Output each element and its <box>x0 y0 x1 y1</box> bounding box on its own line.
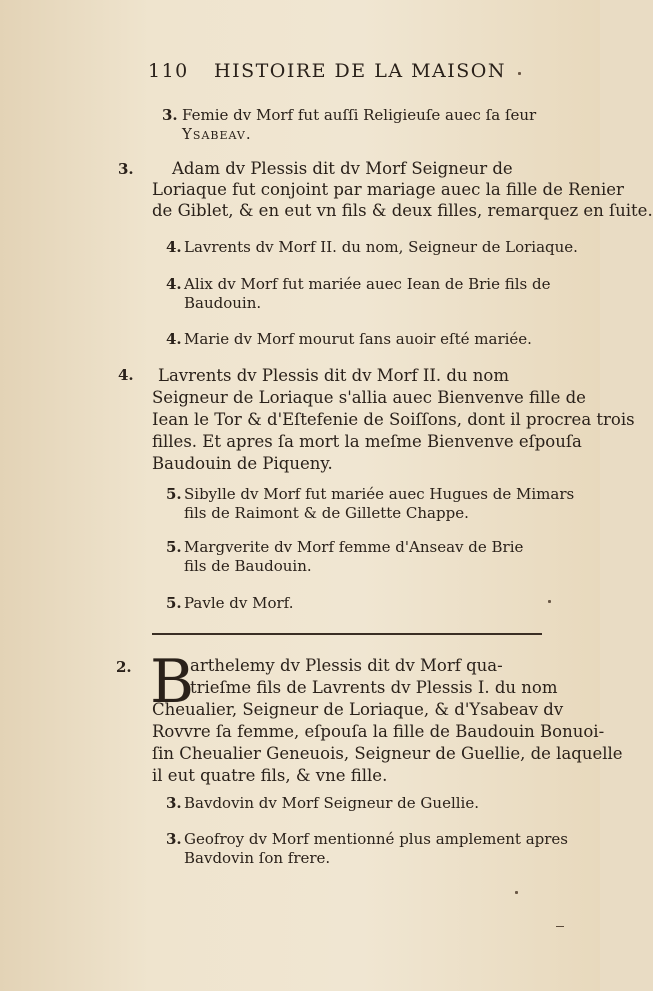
entry-adam-line3: de Giblet, & en eut vn fils & deux filles, remarquez en ſuite. <box>152 201 653 220</box>
entry-laurents-line2: Seigneur de Loriaque s'allia auec Bienvenve fille de <box>152 388 586 407</box>
entry-number: 4. <box>166 330 182 348</box>
entry-laurents-line5: Baudouin de Piqueny. <box>152 454 333 473</box>
page-number: 110 <box>148 60 189 82</box>
ink-speck <box>556 926 564 927</box>
entry-geofroy-line1: Geofroy dv Morf mentionné plus amplement apres <box>184 830 569 848</box>
entry-sibylle-line1: Sibylle dv Morf fut mariée auec Hugues de Mimars <box>184 485 575 503</box>
entry-femie-line1: Femie dv Morf fut auſſi Religieuſe auec ſa ſeur <box>182 106 537 124</box>
entry-barthelemy-line3: Cheualier, Seigneur de Loriaque, & d'Ysabeav dv <box>152 700 564 719</box>
entry-number: 5. <box>166 485 182 503</box>
entry-barthelemy-line5: ſin Cheualier Geneuois, Seigneur de Guellie, de laquelle <box>152 744 623 763</box>
entry-alix-line1: Alix dv Morf fut mariée auec Iean de Brie fils de <box>184 275 551 293</box>
entry-number: 3. <box>166 794 182 812</box>
entry-number: 2. <box>116 658 132 676</box>
entry-marguerite-line1: Margverite dv Morf femme d'Anseav de Brie <box>184 538 524 556</box>
entry-number: 4. <box>166 238 182 256</box>
entry-marie-line1: Marie dv Morf mourut ſans auoir eſté mariée. <box>184 330 532 348</box>
entry-number: 5. <box>166 594 182 612</box>
ink-speck <box>518 72 521 75</box>
entry-bauduin-line1: Bavdovin dv Morf Seigneur de Guellie. <box>184 794 479 812</box>
drop-cap: B <box>150 647 195 717</box>
entry-alix-line2: Baudouin. <box>184 294 262 312</box>
entry-barthelemy-line6: il eut quatre fils, & vne fille. <box>152 766 388 785</box>
entry-barthelemy-line4: Rovvre ſa femme, eſpouſa la fille de Baudouin Bonuoi- <box>152 722 605 741</box>
entry-number: 5. <box>166 538 182 556</box>
entry-sibylle-line2: fils de Raimont & de Gillette Chappe. <box>184 504 469 522</box>
entry-number: 3. <box>166 830 182 848</box>
ink-speck <box>548 600 551 603</box>
entry-adam-line1: Adam dv Plessis dit dv Morf Seigneur de <box>172 159 513 178</box>
entry-adam-line2: Loriaque fut conjoint par mariage auec la fille de Renier <box>152 180 624 199</box>
entry-number: 3. <box>118 160 134 178</box>
entry-laurents-line1: Lavrents dv Plessis dit dv Morf II. du nom <box>158 366 510 385</box>
entry-barthelemy-line1: arthelemy dv Plessis dit dv Morf qua- <box>190 656 503 675</box>
entry-barthelemy-line2: trieſme fils de Lavrents dv Plessis I. du nom <box>190 678 558 697</box>
entry-number: 3. <box>162 106 178 124</box>
entry-laurents-line4: filles. Et apres ſa mort la meſme Bienvenve eſpouſa <box>152 432 582 451</box>
entry-paule-line1: Pavle dv Morf. <box>184 594 294 612</box>
section-divider <box>152 633 542 635</box>
entry-geofroy-line2: Bavdovin ſon frere. <box>184 849 331 867</box>
entry-laurents-line3: Iean le Tor & d'Eſtefenie de Soiſſons, dont il procrea trois <box>152 410 635 429</box>
ink-speck <box>515 891 518 894</box>
entry-marguerite-line2: fils de Baudouin. <box>184 557 312 575</box>
entry-number: 4. <box>166 275 182 293</box>
entry-number: 4. <box>118 366 134 384</box>
entry-laurents-child-line1: Lavrents dv Morf II. du nom, Seigneur de Loriaque. <box>184 238 578 256</box>
page-title: HISTOIRE DE LA MAISON <box>214 60 506 82</box>
entry-femie-line2: Ysabeav. <box>182 125 252 143</box>
